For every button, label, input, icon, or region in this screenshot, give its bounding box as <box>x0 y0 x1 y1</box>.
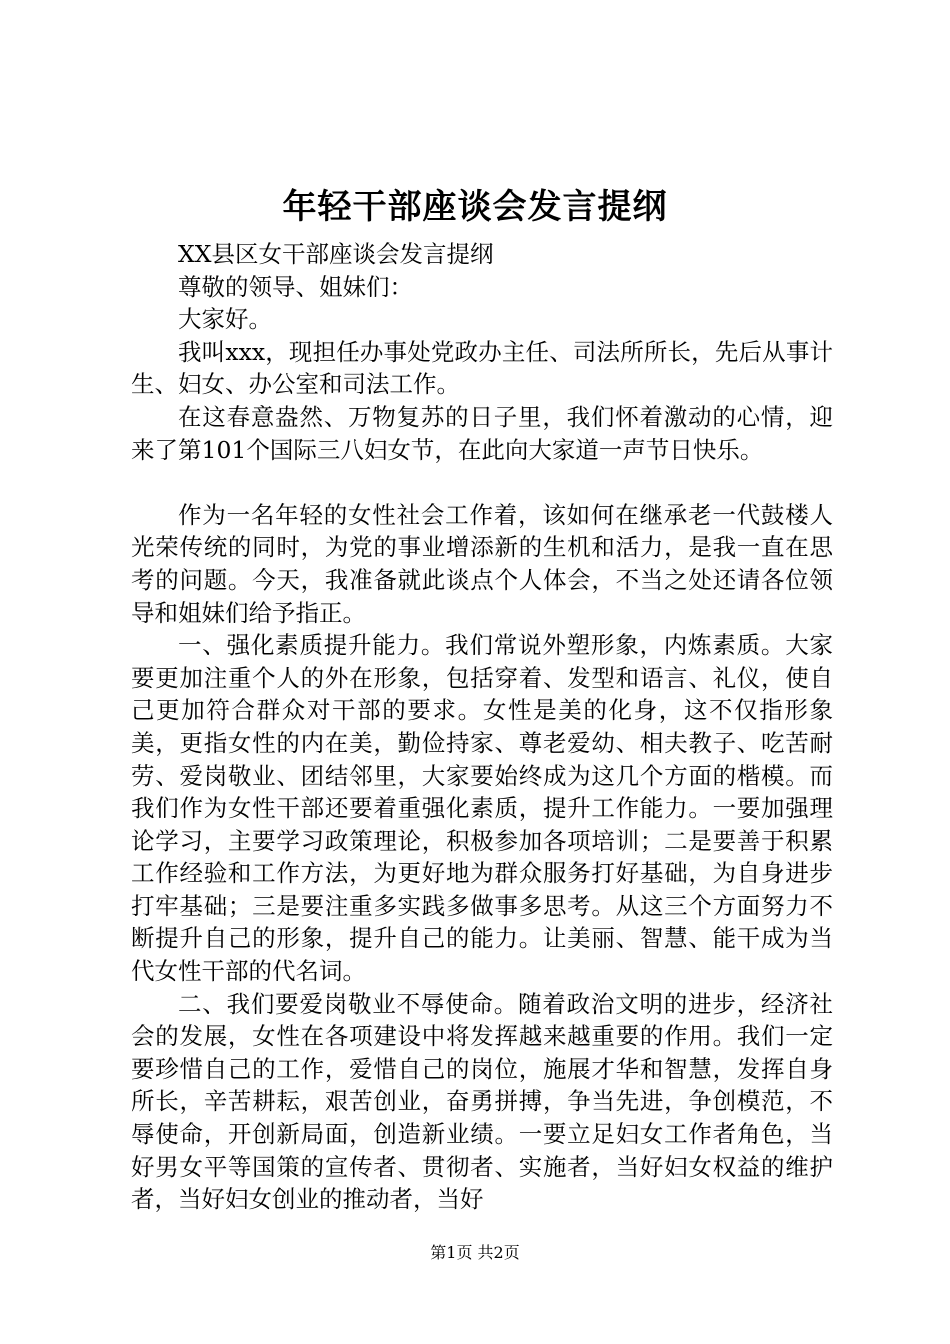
paragraph-greeting: 大家好。 <box>178 305 272 334</box>
paragraph-festival: 在这春意盎然、万物复苏的日子里，我们怀着激动的心情，迎来了第101个国际三八妇女节，在此向大家道一声节日快乐。 <box>131 402 833 464</box>
paragraph-point-one: 一、强化素质提升能力。我们常说外塑形象，内炼素质。大家要更加注重个人的外在形象，包括穿着、发型和语言、礼仪，使自己更加符合群众对干部的要求。女性是美的化身，这不仅指形象美，更指女性的内在美，勤俭持家、尊老爱幼、相夫教子、吃苦耐劳、爱岗敬业、团结邻里，大家要始终成为这几个方面的楷模。而我们作为女性干部还要着重强化素质，提升工作能力。一要加强理论学习，主要学习政策理论，积极参加各项培训；二是要善于积累工作经验和工作方法，为更好地为群众服务打好基础，为自身进步打牢基础；三是要注重多实践多做事多思考。从这三个方面努力不断提升自己的形象，提升自己的能力。让美丽、智慧、能干成为当代女性干部的代名词。 <box>131 631 833 986</box>
paragraph-point-two: 二、我们要爱岗敬业不辱使命。随着政治文明的进步，经济社会的发展，女性在各项建设中将发挥越来越重要的作用。我们一定要珍惜自己的工作，爱惜自己的岗位，施展才华和智慧，发挥自身所长，辛苦耕耘，艰苦创业，奋勇拼搏，争当先进，争创模范，不辱使命，开创新局面，创造新业绩。一要立足妇女工作者角色，当好男女平等国策的宣传者、贯彻者、实施者，当好妇女权益的维护者，当好妇女创业的推动者，当好 <box>131 989 833 1214</box>
paragraph-heading: XX县区女干部座谈会发言提纲 <box>178 240 494 268</box>
document-body <box>131 238 833 1216</box>
paragraph-introduction: 我叫xxx，现担任办事处党政办主任、司法所所长，先后从事计生、妇女、办公室和司法工作。 <box>131 337 833 399</box>
document-title: 年轻干部座谈会发言提纲 <box>282 187 668 227</box>
paragraph-salutation: 尊敬的领导、姐妹们： <box>178 272 413 301</box>
page-footer: 第1页 共2页 <box>430 1243 520 1262</box>
paragraph-reflection: 作为一名年轻的女性社会工作着，该如何在继承老一代鼓楼人光荣传统的同时，为党的事业增添新的生机和活力，是我一直在思考的问题。今天，我准备就此谈点个人体会，不当之处还请各位领导和姐妹们给予指正。 <box>131 500 833 627</box>
